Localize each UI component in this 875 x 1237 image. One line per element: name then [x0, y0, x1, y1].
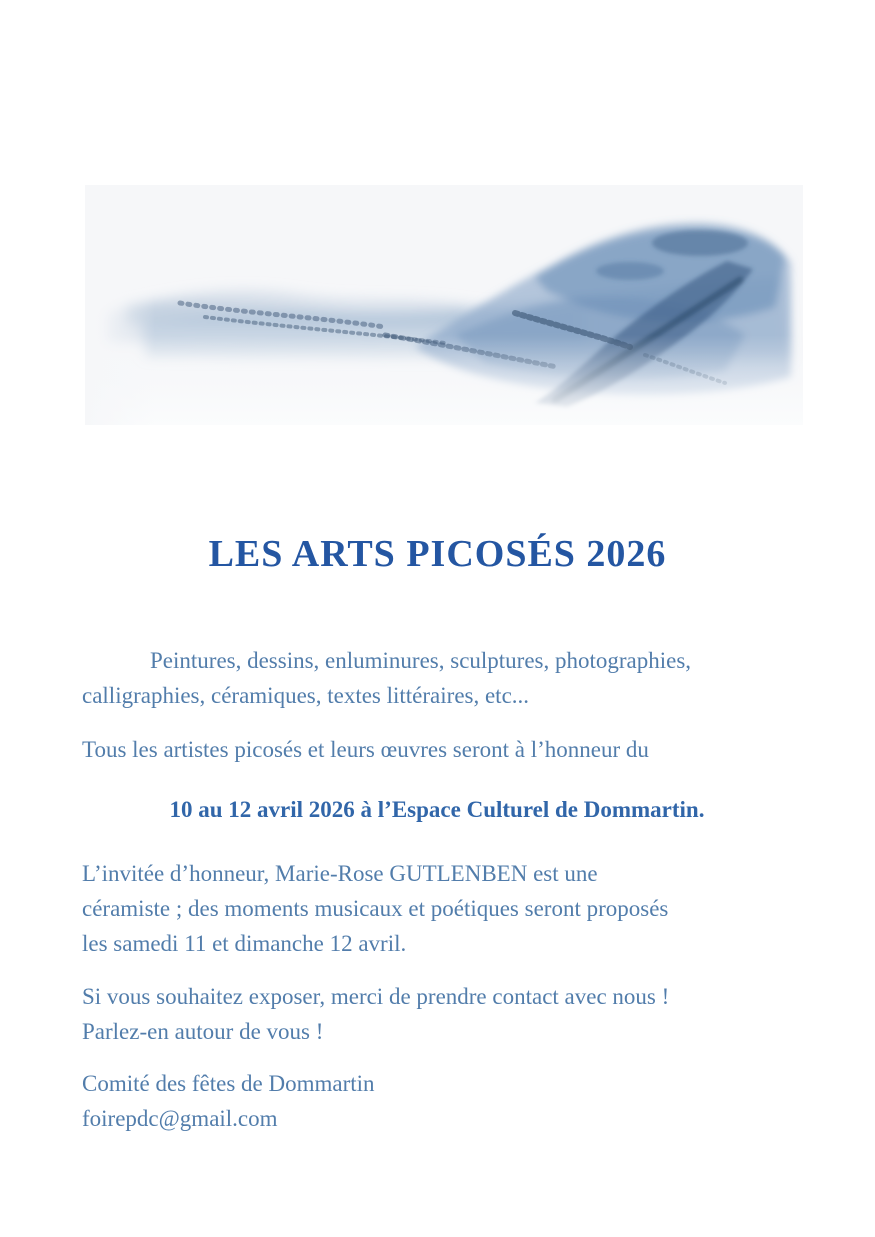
contact-block	[82, 1066, 792, 1136]
intro-paragraph	[82, 643, 792, 713]
organization-name: Comité des fêtes de Dommartin	[82, 1071, 375, 1096]
text-line: céramiste ; des moments musicaux et poétiques seront proposés	[82, 896, 669, 921]
flyer-title: LES ARTS PICOSÉS 2026	[208, 533, 667, 575]
text-line: Tous les artistes picosés et leurs œuvres seront à l’honneur du	[82, 737, 649, 762]
contact-email: foirepdc@gmail.com	[82, 1106, 278, 1131]
event-date-line: 10 au 12 avril 2026 à l’Espace Culturel de Dommartin.	[169, 797, 705, 822]
text-line: Parlez-en autour de vous !	[82, 1019, 324, 1044]
watercolor-mountains-svg	[85, 185, 803, 425]
text-line: calligraphies, céramiques, textes littéraires, etc...	[82, 683, 530, 708]
text-line: Si vous souhaitez exposer, merci de prendre contact avec nous !	[82, 984, 670, 1009]
watercolor-mountains-image	[85, 185, 803, 425]
honneur-paragraph	[82, 732, 792, 767]
flyer-body	[82, 643, 792, 1155]
guest-of-honor-paragraph	[82, 856, 792, 961]
text-line: L’invitée d’honneur, Marie-Rose GUTLENBEN est une	[82, 861, 598, 886]
text-line: les samedi 11 et dimanche 12 avril.	[82, 931, 407, 956]
text-line: Peintures, dessins, enluminures, sculptures, photographies,	[150, 648, 692, 673]
call-to-exhibit-paragraph	[82, 979, 792, 1049]
